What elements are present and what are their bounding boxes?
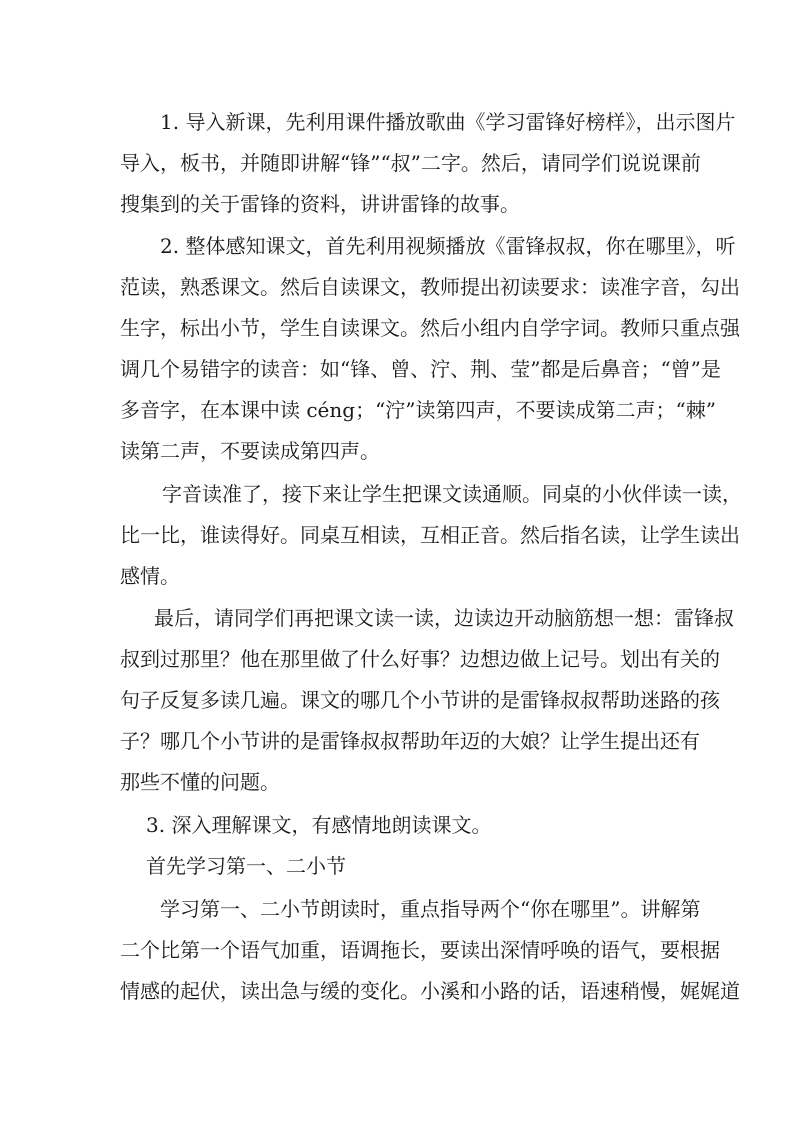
text-line: 生字，标出小节，学生自读课文。然后小组内自学字词。教师只重点强 [120,316,740,340]
text-line: 导入，板书，并随即讲解“锋”“叔”二字。然后，请同学们说说课前 [120,151,701,175]
text-line: 情感的起伏，读出急与缓的变化。小溪和小路的话，语速稍慢，娓娓道 [120,979,740,1003]
text-line: 二个比第一个语气加重，语调拖长，要读出深情呼唤的语气，要根据 [120,938,720,962]
text-line: 比一比，谁读得好。同桌互相读，互相正音。然后指名读，让学生读出 [120,523,740,547]
text-line: 2. 整体感知课文，首先利用视频播放《雷锋叔叔，你在哪里》，听 [160,234,736,258]
text-line: 多音字，在本课中读 céng；“泞”读第四声，不要读成第二声；“棘” [120,398,716,422]
text-line: 字音读准了，接下来让学生把课文读通顺。同桌的小伙伴读一读， [162,482,742,506]
text-line: 那些不懂的问题。 [120,770,280,794]
text-line: 叔到过那里？他在那里做了什么好事？边想边做上记号。划出有关的 [120,647,720,671]
text-line: 感情。 [120,564,180,588]
text-line: 子？哪几个小节讲的是雷锋叔叔帮助年迈的大娘？让学生提出还有 [120,729,700,753]
section-heading: 3. 深入理解课文，有感情地朗读课文。 [146,813,492,837]
text-line: 范读，熟悉课文。然后自读课文，教师提出初读要求：读准字音，勾出 [120,275,740,299]
text-line: 句子反复多读几遍。课文的哪几个小节讲的是雷锋叔叔帮助迷路的孩 [120,688,720,712]
text-line: 搜集到的关于雷锋的资料，讲讲雷锋的故事。 [120,192,520,216]
text-line: 学习第一、二小节朗读时，重点指导两个“你在哪里”。讲解第 [160,897,701,921]
text-line: 1. 导入新课，先利用课件播放歌曲《学习雷锋好榜样》，出示图片 [160,110,736,134]
text-line: 最后，请同学们再把课文读一读，边读边开动脑筋想一想：雷锋叔 [154,606,734,630]
text-line: 读第二声，不要读成第四声。 [120,439,380,463]
text-line: 调几个易错字的读音：如“锋、曾、泞、荆、莹”都是后鼻音；“曾”是 [120,357,721,381]
subsection-heading: 首先学习第一、二小节 [146,854,346,878]
